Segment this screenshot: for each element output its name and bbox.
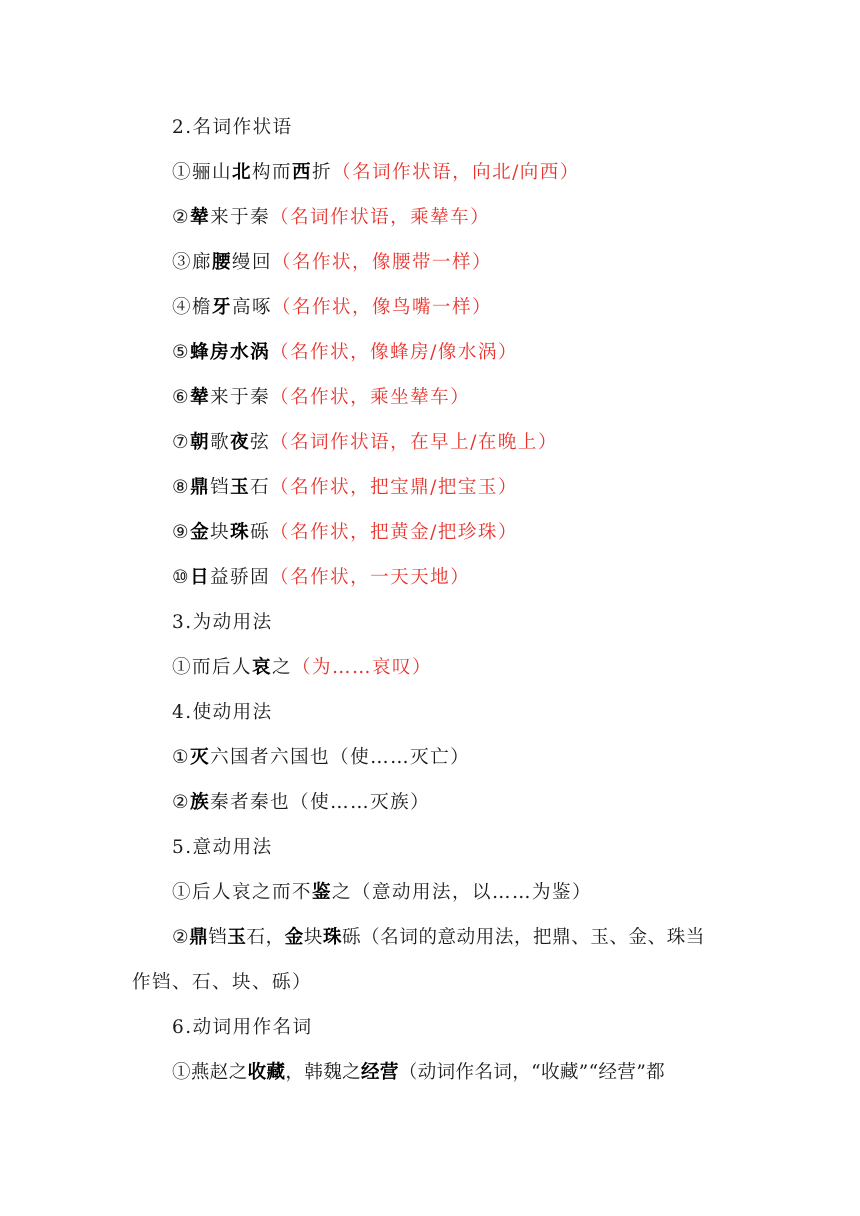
example-line: ⑧鼎铛玉石（名作状，把宝鼎/把宝玉）: [172, 477, 518, 498]
example-line: ⑩日益骄固（名作状，一天天地）: [172, 567, 471, 588]
example-line: ③廊腰缦回（名作状，像腰带一样）: [172, 252, 493, 273]
example-line: ②鼎铛玉石，金块珠砾（名词的意动用法，把鼎、玉、金、珠当: [172, 927, 705, 948]
annotation: （名作状，一天天地）: [270, 567, 471, 588]
example-line: ⑦朝歌夜弦（名词作状语，在早上/在晚上）: [172, 432, 558, 453]
example-line: ②族秦者秦也（使……灭族）: [172, 792, 431, 813]
annotation: （名词作状语，乘辇车）: [270, 207, 491, 228]
annotation: （名作状，把黄金/把珍珠）: [270, 522, 518, 543]
section-heading: 3.为动用法: [172, 612, 273, 633]
example-line: ①而后人哀之（为……哀叹）: [172, 657, 433, 678]
example-line: ①燕赵之收藏，韩魏之经营（动词作名词，“收藏”“经营”都: [172, 1062, 666, 1083]
example-line: ②辇来于秦（名词作状语，乘辇车）: [172, 207, 491, 228]
example-line: ⑤蜂房水涡（名作状，像蜂房/像水涡）: [172, 342, 518, 363]
annotation: （名词作状语，在早上/在晚上）: [270, 432, 558, 453]
example-line: ①骊山北构而西折（名词作状语，向北/向西）: [172, 162, 580, 183]
example-line: ④檐牙高啄（名作状，像鸟嘴一样）: [172, 297, 493, 318]
annotation: （名作状，像腰带一样）: [272, 252, 493, 273]
section-heading: 4.使动用法: [172, 702, 273, 723]
annotation: （名作状，像鸟嘴一样）: [272, 297, 493, 318]
example-line-continued: 作铛、石、块、砾）: [132, 972, 313, 993]
example-line: ⑥辇来于秦（名作状，乘坐辇车）: [172, 387, 471, 408]
example-line: ①灭六国者六国也（使……灭亡）: [172, 747, 471, 768]
annotation: （名作状，像蜂房/像水涡）: [270, 342, 518, 363]
section-heading: 5.意动用法: [172, 837, 273, 858]
example-line: ①后人哀之而不鉴之（意动用法，以……为鉴）: [172, 882, 593, 903]
section-heading: 2.名词作状语: [172, 117, 293, 138]
annotation: （名词作状语，向北/向西）: [332, 162, 580, 183]
annotation: （为……哀叹）: [292, 657, 433, 678]
example-line: ⑨金块珠砾（名作状，把黄金/把珍珠）: [172, 522, 518, 543]
annotation: （名作状，乘坐辇车）: [270, 387, 471, 408]
annotation: （名作状，把宝鼎/把宝玉）: [270, 477, 518, 498]
section-heading: 6.动词用作名词: [172, 1017, 313, 1038]
